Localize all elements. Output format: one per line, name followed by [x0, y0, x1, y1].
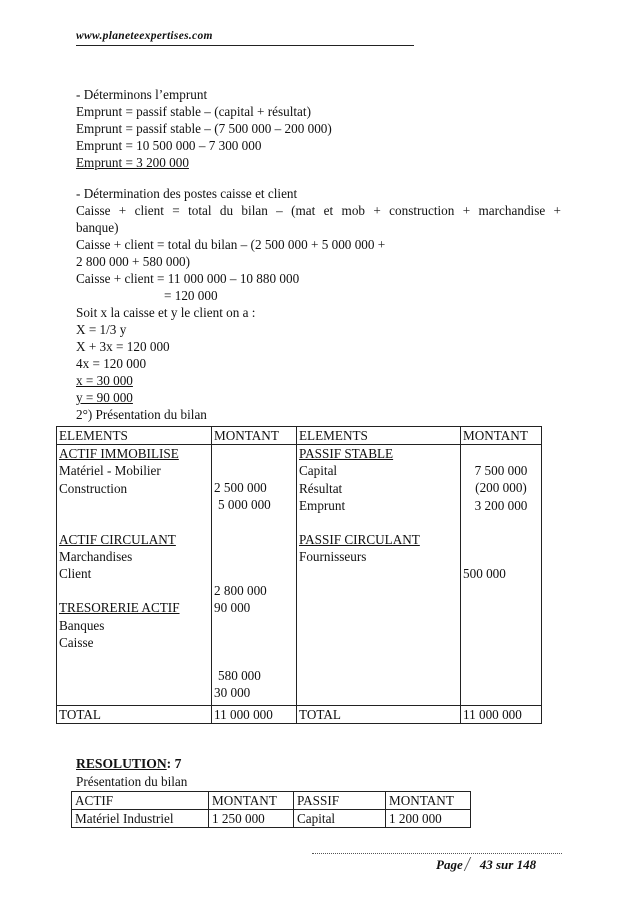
- item-emprunt: Emprunt: [299, 497, 346, 513]
- subtitle: Présentation du bilan: [76, 774, 188, 789]
- resolution-label: RESOLUTION: [76, 756, 167, 771]
- amount-marchandises: 2 800 000: [214, 582, 267, 598]
- col-header: ELEMENTS: [57, 427, 212, 445]
- total-actif: 11 000 000: [212, 706, 297, 724]
- section-tresorerie: TRESORERIE ACTIF: [59, 600, 180, 616]
- passif-montant-cell: [461, 445, 542, 706]
- col-header: MONTANT: [209, 792, 294, 810]
- text-line: X + 3x = 120 000: [76, 339, 170, 354]
- text-line-result: y = 90 000: [76, 390, 133, 405]
- table-header-row: [72, 792, 471, 810]
- item-construction: Construction: [59, 480, 128, 496]
- col-header: ACTIF: [72, 792, 209, 810]
- footer-divider: [312, 853, 562, 854]
- amount-caisse: 30 000: [214, 685, 251, 701]
- table-cell: 1 250 000: [209, 810, 294, 828]
- amount-banques: 580 000: [218, 668, 261, 684]
- total-label: TOTAL: [57, 706, 212, 724]
- table-header-row: [57, 427, 542, 445]
- site-header: www.planeteexpertises.com: [76, 30, 414, 46]
- amount-materiel: 2 500 000: [214, 480, 267, 496]
- item-fournisseurs: Fournisseurs: [299, 549, 367, 565]
- text-line: Soit x la caisse et y le client on a :: [76, 305, 256, 320]
- col-header: PASSIF: [294, 792, 386, 810]
- page-number: 43 sur 148: [479, 857, 537, 872]
- text-line: X = 1/3 y: [76, 322, 127, 337]
- table-cell: Matériel Industriel: [72, 810, 209, 828]
- section-passif-stable: PASSIF STABLE: [299, 446, 394, 462]
- section-actif-circulant: ACTIF CIRCULANT: [59, 531, 176, 547]
- text-line-result: x = 30 000: [76, 373, 133, 388]
- actif-montant-cell: [212, 445, 297, 706]
- table-row: [72, 810, 471, 828]
- total-label: TOTAL: [297, 706, 461, 724]
- amount-client: 90 000: [214, 599, 251, 615]
- table-cell: Capital: [294, 810, 386, 828]
- col-header: MONTANT: [386, 792, 471, 810]
- item-resultat: Résultat: [299, 480, 343, 496]
- table-cell: 1 200 000: [386, 810, 471, 828]
- col-header: MONTANT: [212, 427, 297, 445]
- text-line: = 120 000: [164, 288, 218, 303]
- item-capital: Capital: [299, 463, 338, 479]
- text-line: - Détermination des postes caisse et client: [76, 186, 298, 201]
- resolution-heading: [76, 756, 181, 772]
- item-client: Client: [59, 566, 92, 582]
- item-materiel: Matériel - Mobilier: [59, 463, 161, 479]
- resolution-number: : 7: [166, 756, 182, 771]
- passif-elements-cell: [297, 445, 461, 706]
- actif-elements-cell: [57, 445, 212, 706]
- text-line: - Déterminons l’emprunt: [76, 87, 208, 102]
- text-line: Caisse + client = total du bilan – (2 500 000 + 5 000 000 +: [76, 237, 386, 252]
- amount-capital: 7 500 000: [474, 463, 528, 479]
- text-line: 4x = 120 000: [76, 356, 147, 371]
- amount-resultat: (200 000): [475, 480, 527, 496]
- total-passif: 11 000 000: [461, 706, 542, 724]
- item-marchandises: Marchandises: [59, 549, 133, 565]
- text-line: 2°) Présentation du bilan: [76, 407, 207, 422]
- text-line-result: Emprunt = 3 200 000: [76, 155, 189, 170]
- text-line: Emprunt = passif stable – (7 500 000 – 200 000): [76, 121, 332, 136]
- item-banques: Banques: [59, 617, 105, 633]
- col-header: MONTANT: [461, 427, 542, 445]
- page-footer: [436, 857, 536, 873]
- text-line: Caisse + client = 11 000 000 – 10 880 000: [76, 271, 300, 286]
- text-line: Emprunt = passif stable – (capital + résultat): [76, 104, 311, 119]
- item-caisse: Caisse: [59, 634, 94, 650]
- bilan-table-2: [71, 791, 471, 828]
- bilan-table: [56, 426, 542, 724]
- page-word: Page: [436, 857, 463, 872]
- text-line: Emprunt = 10 500 000 – 7 300 000: [76, 138, 262, 153]
- page-separator-icon: [463, 857, 481, 871]
- amount-fournisseurs: 500 000: [463, 565, 506, 581]
- text-line: Caisse + client = total du bilan – (mat et mob + construction + marchandise +: [76, 203, 561, 218]
- section-passif-circulant: PASSIF CIRCULANT: [299, 532, 420, 548]
- amount-construction: 5 000 000: [218, 497, 271, 513]
- text-line: 2 800 000 + 580 000): [76, 254, 191, 269]
- col-header: ELEMENTS: [297, 427, 461, 445]
- text-line: banque): [76, 220, 119, 235]
- section-actif-immobilise: ACTIF IMMOBILISE: [59, 446, 179, 462]
- total-row: [57, 706, 542, 724]
- amount-emprunt: 3 200 000: [474, 497, 528, 513]
- table-row: [57, 445, 542, 706]
